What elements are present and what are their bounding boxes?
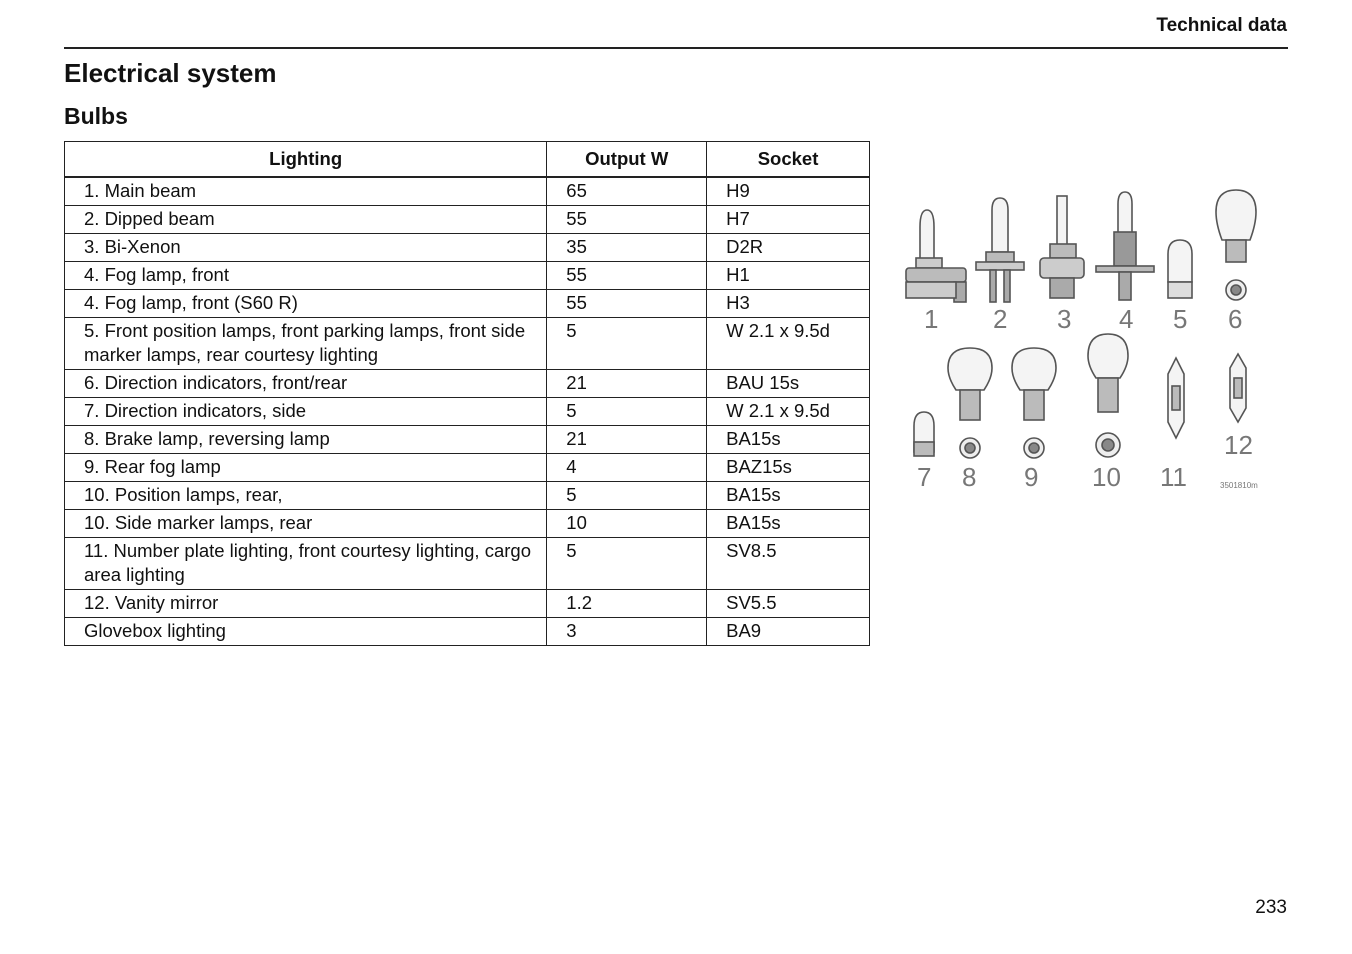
cell-socket: BA15s	[707, 482, 870, 510]
cell-output: 21	[547, 370, 707, 398]
cell-lighting: 2. Dipped beam	[65, 206, 547, 234]
cell-lighting: 6. Direction indicators, front/rear	[65, 370, 547, 398]
cell-lighting: 7. Direction indicators, side	[65, 398, 547, 426]
table-body	[65, 177, 870, 646]
cell-output: 1.2	[547, 590, 707, 618]
cell-output: 5	[547, 482, 707, 510]
fig-label-5: 5	[1173, 304, 1188, 334]
cell-socket: SV5.5	[707, 590, 870, 618]
column-header-output: Output W	[547, 142, 707, 178]
table-row	[65, 290, 870, 318]
table-row	[65, 177, 870, 206]
bulb-6-icon	[1216, 190, 1256, 300]
table-row	[65, 234, 870, 262]
bulb-8-icon	[948, 348, 992, 458]
column-header-socket: Socket	[707, 142, 870, 178]
fig-label-6: 6	[1228, 304, 1243, 334]
cell-lighting: 10. Side marker lamps, rear	[65, 510, 547, 538]
cell-socket: W 2.1 x 9.5d	[707, 318, 870, 370]
page-title: Electrical system	[64, 58, 277, 88]
cell-output: 4	[547, 454, 707, 482]
fig-label-12: 12	[1224, 430, 1253, 460]
cell-lighting: 10. Position lamps, rear,	[65, 482, 547, 510]
fig-label-11: 11	[1160, 462, 1187, 492]
cell-lighting: 4. Fog lamp, front (S60 R)	[65, 290, 547, 318]
cell-output: 5	[547, 538, 707, 590]
cell-socket: BA15s	[707, 426, 870, 454]
table-row	[65, 538, 870, 590]
table-row	[65, 262, 870, 290]
cell-lighting: 12. Vanity mirror	[65, 590, 547, 618]
fig-label-7: 7	[917, 462, 932, 492]
cell-socket: D2R	[707, 234, 870, 262]
bulb-11-icon	[1168, 358, 1184, 438]
cell-output: 55	[547, 262, 707, 290]
table-row	[65, 590, 870, 618]
fig-label-1: 1	[924, 304, 939, 334]
cell-socket: BAU 15s	[707, 370, 870, 398]
header-divider	[64, 47, 1288, 49]
cell-lighting: 5. Front position lamps, front parking lamps, front side marker lamps, rear courtesy lighting	[65, 318, 547, 370]
cell-output: 5	[547, 318, 707, 370]
cell-output: 65	[547, 177, 707, 206]
cell-output: 55	[547, 206, 707, 234]
table-row	[65, 482, 870, 510]
fig-label-3: 3	[1057, 304, 1072, 334]
table-row	[65, 370, 870, 398]
table-header-row	[65, 142, 870, 178]
section-title: Bulbs	[64, 103, 128, 129]
bulb-5-icon	[1168, 240, 1192, 298]
bulb-7-icon	[914, 412, 934, 456]
figure-code: 3501810m	[1220, 481, 1258, 490]
cell-socket: H9	[707, 177, 870, 206]
cell-lighting: 1. Main beam	[65, 177, 547, 206]
cell-lighting: 4. Fog lamp, front	[65, 262, 547, 290]
bulb-4-icon	[1096, 192, 1154, 300]
cell-lighting: 11. Number plate lighting, front courtesy lighting, cargo area lighting	[65, 538, 547, 590]
cell-output: 10	[547, 510, 707, 538]
cell-lighting: 3. Bi-Xenon	[65, 234, 547, 262]
cell-socket: SV8.5	[707, 538, 870, 590]
cell-socket: H1	[707, 262, 870, 290]
bulb-2-icon	[976, 198, 1024, 302]
bulb-10-icon	[1088, 334, 1128, 457]
bulbs-table	[64, 141, 870, 646]
bulb-types-illustration	[900, 182, 1272, 496]
table-row	[65, 206, 870, 234]
column-header-lighting: Lighting	[65, 142, 547, 178]
fig-label-2: 2	[993, 304, 1008, 334]
bulb-1-icon	[906, 210, 966, 302]
fig-label-10: 10	[1092, 462, 1121, 492]
cell-socket: H3	[707, 290, 870, 318]
fig-label-8: 8	[962, 462, 977, 492]
table-row	[65, 618, 870, 646]
cell-socket: BA9	[707, 618, 870, 646]
cell-socket: W 2.1 x 9.5d	[707, 398, 870, 426]
table-row	[65, 398, 870, 426]
bulb-12-icon	[1230, 354, 1246, 422]
cell-output: 55	[547, 290, 707, 318]
table-row	[65, 510, 870, 538]
cell-lighting: 9. Rear fog lamp	[65, 454, 547, 482]
fig-label-9: 9	[1024, 462, 1039, 492]
table-row	[65, 454, 870, 482]
bulb-3-icon	[1040, 196, 1084, 298]
fig-label-4: 4	[1119, 304, 1134, 334]
cell-output: 21	[547, 426, 707, 454]
cell-socket: BA15s	[707, 510, 870, 538]
header-section-title: Technical data	[1156, 15, 1287, 36]
page-number: 233	[1255, 897, 1287, 918]
cell-socket: BAZ15s	[707, 454, 870, 482]
cell-lighting: Glovebox lighting	[65, 618, 547, 646]
table-row	[65, 318, 870, 370]
cell-output: 3	[547, 618, 707, 646]
cell-output: 35	[547, 234, 707, 262]
table-row	[65, 426, 870, 454]
cell-output: 5	[547, 398, 707, 426]
cell-socket: H7	[707, 206, 870, 234]
bulb-9-icon	[1012, 348, 1056, 458]
cell-lighting: 8. Brake lamp, reversing lamp	[65, 426, 547, 454]
